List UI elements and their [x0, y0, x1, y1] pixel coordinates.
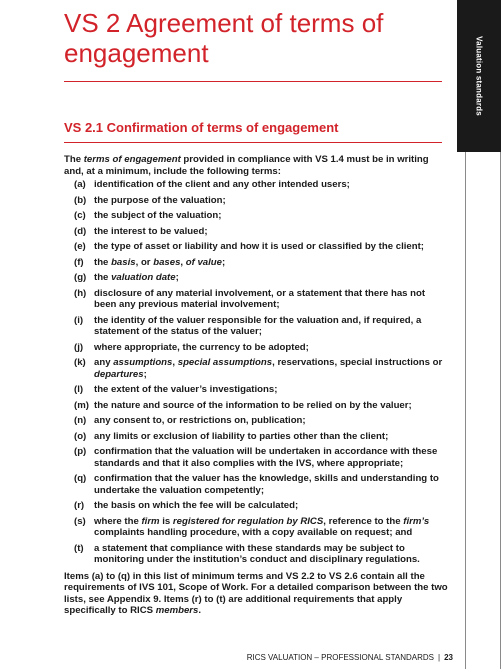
intro-part-1: The: [64, 154, 84, 165]
list-item-text: the basis on which the fee will be calculated;: [94, 500, 299, 511]
defined-term: registered for regulation by RICS: [172, 515, 324, 527]
list-item: [64, 415, 450, 427]
list-item-text: a statement that compliance with these standards may be subject to monitoring under the institution’s conduct and disciplinary regulations.: [94, 542, 420, 565]
defined-term: assumptions: [113, 357, 173, 368]
list-item-label: (c): [74, 210, 86, 221]
list-item-text: ;: [222, 256, 226, 268]
defined-term: of value: [185, 256, 223, 268]
list-item: [64, 272, 450, 284]
title-divider: [64, 81, 442, 82]
list-item-label: (d): [74, 225, 87, 237]
list-item-text: ,: [172, 357, 178, 368]
list-item-text: the type of asset or liability and how it is used or classified by the client;: [94, 241, 424, 252]
list-item-label: (l): [74, 384, 84, 395]
list-item-label: (i): [74, 314, 84, 326]
list-item: [64, 516, 450, 539]
list-item-label: (p): [74, 446, 87, 457]
list-item: [64, 431, 450, 443]
list-item-text: ;: [143, 368, 147, 380]
footer-text: RICS VALUATION – PROFESSIONAL STANDARDS: [246, 653, 435, 662]
list-item-label: (j): [74, 341, 84, 353]
closing-term: members: [155, 605, 199, 616]
list-item-text: where the: [94, 515, 142, 527]
page-footer: [247, 653, 453, 662]
list-item-text: any: [94, 357, 114, 368]
list-item-text: any limits or exclusion of liability to parties other than the client;: [94, 430, 389, 442]
section-heading: VS 2.1 Confirmation of terms of engagement: [64, 120, 339, 135]
defined-term: valuation date: [111, 272, 176, 283]
list-item-text: the purpose of the valuation;: [94, 194, 226, 206]
list-item-label: (a): [74, 179, 86, 190]
list-item-text: the extent of the valuer’s investigations;: [94, 384, 278, 395]
list-item: [64, 446, 450, 469]
list-item-text: the: [94, 272, 112, 283]
list-item-text: identification of the client and any other intended users;: [94, 179, 350, 190]
list-item-text: , reservations, special instructions or: [272, 357, 443, 368]
list-item-text: where appropriate, the currency to be adopted;: [94, 341, 309, 353]
page-title: VS 2 Agreement of terms of engagement: [64, 8, 384, 68]
closing-paragraph: [64, 571, 450, 617]
list-item: [64, 543, 450, 566]
list-item: [64, 315, 450, 338]
list-item: [64, 210, 450, 222]
intro-paragraph: [64, 154, 450, 177]
list-item-text: ,: [180, 256, 186, 268]
list-item-text: confirmation that the valuation will be undertaken in accordance with these standards and that it also complies with the IVS, where appropriate;: [94, 446, 438, 469]
list-item: [64, 342, 450, 354]
list-item-text: disclosure of any material involvement, or a statement that there has not been any previous material involvement;: [94, 287, 426, 310]
list-item-label: (k): [74, 357, 86, 368]
body-text: [64, 154, 450, 617]
list-item-label: (e): [74, 241, 86, 252]
list-item-text: the identity of the valuer responsible for the valuation and, if required, a statement of the status of the valuer;: [94, 314, 422, 337]
side-tab-label: Valuation standards: [474, 36, 484, 116]
defined-term: basis: [111, 256, 136, 268]
list-item-label: (g): [74, 272, 87, 283]
list-item-text: the interest to be valued;: [94, 225, 208, 237]
list-item-label: (t): [74, 542, 84, 554]
list-item: [64, 400, 450, 412]
list-item: [64, 195, 450, 207]
list-item-text: the subject of the valuation;: [94, 210, 222, 221]
list-item: [64, 226, 450, 238]
intro-part-3: provided in compliance with VS 1.4 must be in writing and, at a minimum, include the following terms:: [64, 154, 429, 177]
list-item-label: (n): [74, 415, 87, 426]
defined-term: special assumptions: [177, 357, 273, 368]
list-item-text: the nature and source of the information to be relied on by the valuer;: [94, 399, 412, 411]
list-item: [64, 500, 450, 512]
defined-term: bases: [153, 256, 181, 268]
list-item-text: complaints handling procedure, with a copy available on request; and: [94, 527, 413, 538]
list-item-label: (f): [74, 256, 84, 268]
list-item: [64, 473, 450, 496]
list-item-text: the: [94, 256, 112, 268]
list-item-text: confirmation that the valuer has the knowledge, skills and understanding to undertake the valuation competently;: [94, 473, 439, 496]
list-item-label: (q): [74, 473, 87, 484]
list-item-label: (s): [74, 515, 86, 527]
list-item-label: (b): [74, 194, 87, 206]
list-item-text: ;: [175, 272, 179, 283]
list-item-text: , reference to the: [323, 515, 404, 527]
list-item-text: , or: [135, 256, 154, 268]
list-item-label: (m): [74, 399, 89, 411]
list-item-label: (h): [74, 287, 87, 299]
closing-part-1: Items (a) to (q) in this list of minimum terms and VS 2.2 to VS 2.6 contain all the requirements of IVS 101, Scope of Work. For a detailed comparison between the two lists, see Appendix 9. Items (r) to (t) are additional requirements that apply specifically to RICS: [64, 570, 448, 616]
section-side-tab: [457, 0, 501, 152]
terms-list: [64, 179, 450, 566]
list-item-label: (o): [74, 430, 87, 442]
list-item: [64, 288, 450, 311]
list-item: [64, 179, 450, 191]
footer-separator: |: [438, 653, 441, 662]
list-item-label: (r): [74, 500, 85, 511]
list-item: [64, 257, 450, 269]
list-item: [64, 241, 450, 253]
intro-term: terms of engagement: [83, 154, 181, 165]
defined-term: firm’s: [403, 515, 430, 527]
defined-term: departures: [94, 368, 144, 380]
margin-rule-left: [465, 152, 466, 669]
list-item-text: is: [159, 515, 173, 527]
list-item: [64, 384, 450, 396]
list-item: [64, 357, 450, 380]
list-item-text: any consent to, or restrictions on, publication;: [94, 415, 306, 426]
section-divider: [64, 142, 442, 143]
page-number: 23: [444, 653, 453, 662]
defined-term: firm: [141, 515, 160, 527]
closing-part-3: .: [198, 605, 202, 616]
